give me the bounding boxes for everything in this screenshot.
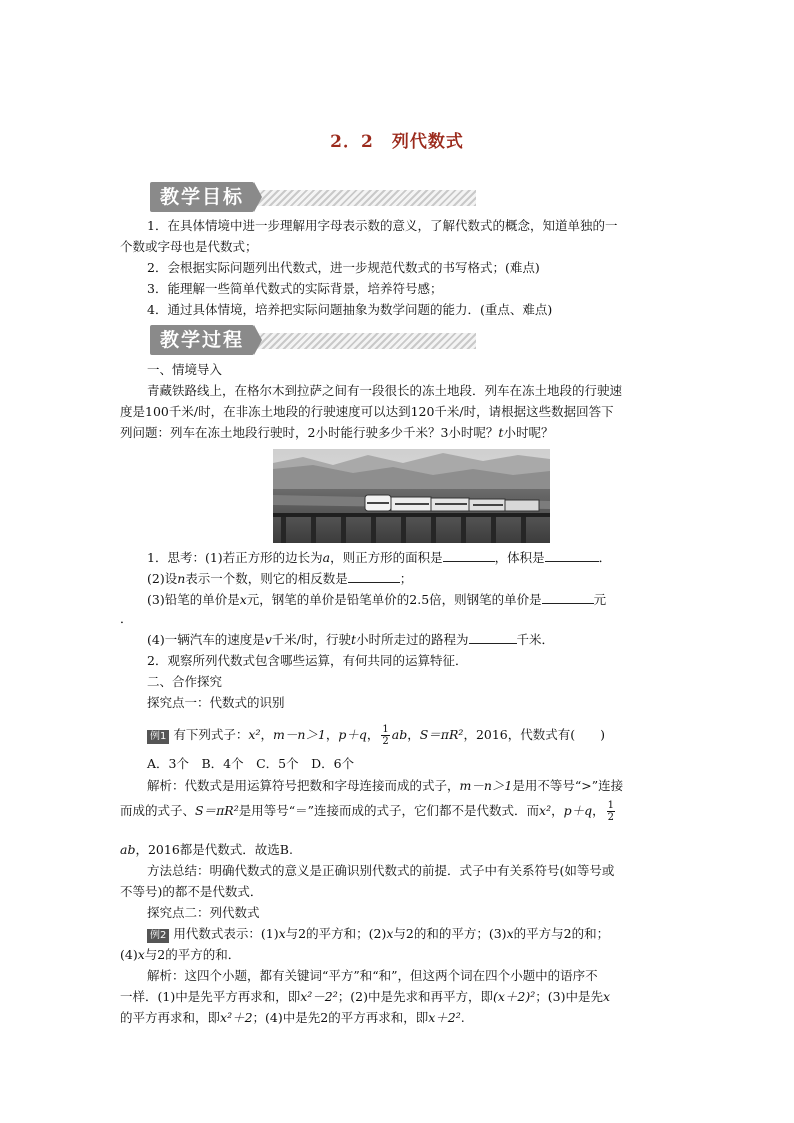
answer-blank — [545, 549, 599, 562]
analysis-line: 而成的式子、S＝πR²是用等号“＝”连接而成的式子，它们都不是代数式．而x²，p＋q， $\frac{1}{2}$ — [120, 800, 614, 823]
banner-label: 教学过程 — [150, 325, 254, 355]
analysis-line: 解析：代数式是用运算符号把数和字母连接而成的式子，m－n＞1是用不等号“>”连接 — [147, 778, 624, 793]
answer-blank — [443, 549, 495, 562]
example-badge: 例2 — [147, 929, 169, 943]
example-1: 例1 有下列式子：x²，m－n＞1，p＋q， $\frac{1}{2}$ ab，S＝πR²，2016，代数式有( ) — [147, 722, 676, 748]
paragraph-line: 度是100千米/时，在非冻土地段的行驶速度可以达到120千米/时，请根据这些数据回答下 — [120, 404, 614, 419]
question-line: ． — [120, 611, 133, 626]
example-2: (4)x与2的平方的和． — [120, 947, 241, 962]
analysis-line: 一样．(1)中是先平方再求和，即x²－2²；(2)中是先求和再平方，即(x＋2)²；(3)中是先x — [120, 989, 611, 1004]
paragraph-line: 列问题：列车在冻土地段行驶时，2小时能行驶多少千米？3小时呢？t小时呢？ — [120, 425, 554, 440]
answer-blank — [348, 570, 400, 583]
question-line: (3)铅笔的单价是x元，钢笔的单价是铅笔单价的2.5倍，则钢笔的单价是 元 — [147, 592, 607, 607]
goal-line: 个数或字母也是代数式； — [120, 239, 258, 254]
question-line: 2．观察所列代数式包含哪些运算，有何共同的运算特征． — [147, 653, 468, 668]
fraction: $\frac{1}{2}$ — [382, 724, 389, 747]
goal-line: 2．会根据实际问题列出代数式，进一步规范代数式的书写格式；(难点) — [147, 260, 540, 275]
goal-line: 4．通过具体情境，培养把实际问题抽象为数学问题的能力．(重点、难点) — [147, 302, 553, 317]
question-line: (4)一辆汽车的速度是v千米/时，行驶t小时所走过的路程为 千米． — [147, 632, 555, 647]
section-banner-process — [150, 325, 476, 355]
example-options: A．3个 B．4个 C．5个 D．6个 — [147, 756, 355, 771]
answer-blank — [542, 591, 594, 604]
method-summary: 方法总结：明确代数式的意义是正确识别代数式的前提．式子中有关系符号(如等号或 — [147, 863, 615, 878]
fraction: $\frac{1}{2}$ — [607, 800, 614, 823]
analysis-line: 的平方再求和，即x²＋2；(4)中是先2的平方再求和，即x＋2². — [120, 1010, 465, 1025]
section-heading: 一、情境导入 — [147, 362, 223, 377]
subsection-heading: 探究点一：代数式的识别 — [147, 695, 285, 710]
analysis-line: ab，2016都是代数式．故选B. — [120, 842, 293, 857]
example-badge: 例1 — [147, 730, 169, 744]
question-line: (2)设n表示一个数，则它的相反数是 ； — [147, 571, 413, 586]
subsection-heading: 探究点二：列代数式 — [147, 905, 260, 920]
analysis-line: 解析：这四个小题，都有关键词“平方”和“和”，但这两个词在四个小题中的语序不 — [147, 968, 598, 983]
page-title: 2．2 列代数式 — [330, 132, 464, 152]
goal-line: 3．能理解一些简单代数式的实际背景，培养符号感； — [147, 281, 443, 296]
banner-label: 教学目标 — [150, 182, 254, 212]
question-line: 1．思考：(1)若正方形的边长为a，则正方形的面积是 ，体积是 ． — [147, 550, 612, 565]
method-summary: 不等号)的都不是代数式． — [120, 884, 263, 899]
goal-line: 1．在具体情境中进一步理解用字母表示数的意义，了解代数式的概念，知道单独的一 — [147, 218, 618, 233]
section-heading: 二、合作探究 — [147, 674, 223, 689]
train-photo — [273, 449, 550, 543]
answer-blank — [469, 631, 517, 644]
paragraph-line: 青藏铁路线上，在格尔木到拉萨之间有一段很长的冻土地段．列车在冻土地段的行驶速 — [147, 383, 623, 398]
section-banner-goals — [150, 182, 476, 212]
example-2: 例2 用代数式表示：(1)x与2的平方和；(2)x与2的和的平方；(3)x的平方与2的和； — [147, 924, 676, 944]
